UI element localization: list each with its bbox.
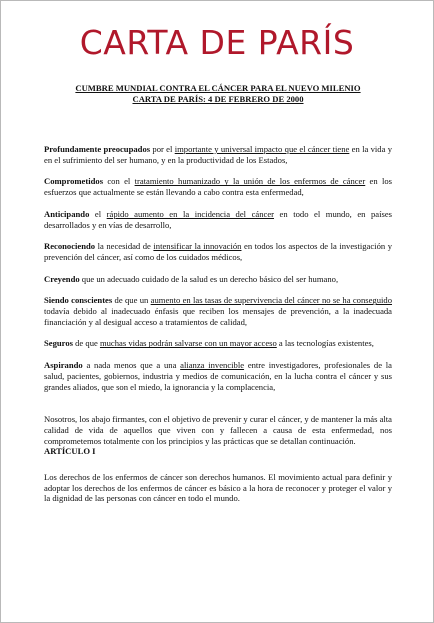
closing-paragraph: Nosotros, los abajo firmantes, con el objetivo de prevenir y curar el cáncer, y de mantener la más alta calidad de vida de aquellos que viven con y fallecen a causa de esta enfermedad, nos comprometemos totalmente con los principios y las prácticas que se detallan continuación. — [44, 414, 392, 446]
paragraph-underlined: aumento en las tasas de supervivencia del cáncer no se ha conseguido — [150, 295, 392, 306]
paragraph-text: entre investigadores, profesionales de la salud, pacientes, gobiernos, industria y medios de comunicación, en la lucha contra el cáncer y sus grandes aliados, que son el miedo, la ignorancia y la complacencia, — [44, 360, 392, 392]
paragraph-3 — [44, 209, 392, 230]
paragraph-keyword: Profundamente preocupados — [44, 144, 151, 154]
paragraph-underlined: tratamiento humanizado y la unión de los enfermos de cáncer — [134, 176, 366, 187]
paragraph-2 — [44, 176, 392, 197]
paragraph-text: en todos los aspectos de la investigación y prevención del cáncer, así como de los cuidados médicos, — [44, 241, 392, 262]
paragraph-5 — [44, 274, 392, 285]
paragraph-text: la necesidad de — [95, 241, 154, 252]
article-text: Los derechos de los enfermos de cáncer son derechos humanos. El movimiento actual para definir y adoptar los derechos de los enfermos de cáncer es básico a la hora de reconocer y proteger el valor y la dignidad de las personas con cáncer en todo el mundo. — [44, 472, 392, 504]
banner-title: CARTA DE PARÍS — [79, 23, 355, 62]
paragraph-text: con el — [103, 176, 135, 187]
header-line-1: CUMBRE MUNDIAL CONTRA EL CÁNCER PARA EL NUEVO MILENIO — [75, 83, 361, 93]
article-title: ARTÍCULO I — [44, 446, 96, 457]
paragraph-keyword: Siendo conscientes — [44, 295, 113, 306]
paragraph-1 — [44, 144, 392, 165]
paragraph-text: por el — [150, 144, 175, 154]
paragraph-underlined: alianza invencible — [180, 360, 245, 371]
paragraph-underlined: intensificar la innovación — [153, 241, 242, 252]
paragraph-underlined: rápido aumento en la incidencia del cáncer — [106, 208, 275, 219]
paragraph-8 — [44, 360, 392, 392]
paragraph-text: en los esfuerzos que actualmente se están llevando a cabo contra esta enfermedad, — [44, 176, 393, 198]
paragraph-4 — [44, 241, 392, 262]
paragraph-text: de que — [72, 338, 100, 349]
paragraph-text: a nada menos que a una — [82, 360, 181, 371]
paragraph-underlined: muchas vidas podrán salvarse con un mayor acceso — [99, 338, 277, 349]
header-line-2: CARTA DE PARÍS: 4 DE FEBRERO DE 2000 — [132, 93, 304, 104]
paragraph-text: en la vida y en el sufrimiento del ser humano, y en la productividad de los Estados, — [44, 144, 393, 165]
paragraph-keyword: Reconociendo — [44, 241, 96, 252]
paragraph-keyword: Creyendo — [44, 273, 80, 284]
paragraph-underlined: importante y universal impacto que el cáncer tiene — [174, 144, 350, 154]
paragraph-text: todavía debido al inadecuado énfasis que reciben los mensajes de prevención, a la inadecuada financiación y al desigual acceso a tratamientos de calidad, — [44, 306, 392, 327]
document-header — [44, 83, 392, 104]
paragraph-6 — [44, 295, 392, 327]
paragraph-keyword: Seguros — [44, 338, 73, 349]
paragraph-keyword: Anticipando — [44, 208, 90, 219]
paragraph-text: el — [89, 208, 107, 219]
paragraph-text: que un adecuado cuidado de la salud es un derecho básico del ser humano, — [79, 273, 339, 284]
paragraph-text: a las tecnologías existentes, — [276, 338, 374, 349]
paragraph-7 — [44, 338, 392, 349]
paragraph-text: en todo el mundo, en países desarrollados y en vías de desarrollo, — [44, 208, 392, 230]
document-body — [44, 83, 392, 504]
paragraph-keyword: Comprometidos — [44, 176, 104, 187]
paragraph-keyword: Aspirando — [44, 360, 83, 371]
paragraph-text: de que un — [112, 295, 151, 306]
